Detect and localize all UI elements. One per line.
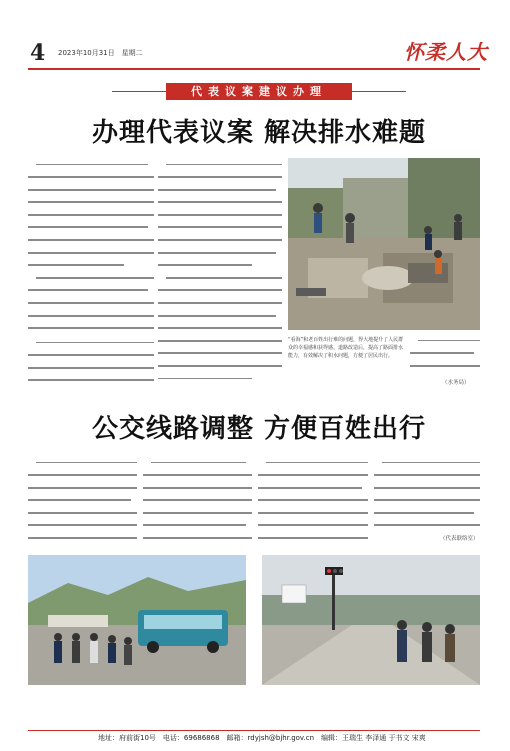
text-line	[410, 352, 480, 361]
text-line	[28, 252, 154, 261]
text-line	[258, 537, 368, 546]
article2-photo-bus	[28, 555, 246, 685]
text-line	[28, 264, 154, 273]
text-line	[28, 289, 154, 298]
drainage-works-illustration	[288, 158, 480, 330]
text-line	[158, 378, 282, 387]
article2-body-col3	[258, 458, 368, 548]
text-line	[374, 462, 480, 471]
text-line	[28, 367, 154, 376]
text-line	[28, 499, 137, 508]
text-line	[158, 176, 282, 185]
text-line	[28, 214, 154, 223]
article1-body-col1	[28, 160, 154, 335]
text-line	[158, 352, 282, 361]
traffic-light-illustration	[262, 555, 480, 685]
text-line	[158, 164, 282, 173]
text-line	[28, 277, 154, 286]
article1-body-col1-cont	[28, 338, 154, 390]
text-line	[374, 524, 480, 528]
article1-author: （水务局）	[442, 380, 470, 386]
text-line	[158, 302, 282, 311]
text-line	[28, 201, 154, 210]
text-line	[374, 474, 480, 483]
article2-body-col2	[143, 458, 252, 548]
bus-station-illustration	[28, 555, 246, 685]
text-line	[28, 226, 154, 235]
banner-rule-left	[112, 91, 166, 92]
text-line	[28, 524, 137, 533]
text-line	[28, 342, 154, 351]
text-line	[28, 537, 137, 546]
text-line	[143, 524, 252, 533]
newspaper-brand: 怀柔人大	[404, 40, 488, 64]
text-line	[143, 512, 252, 521]
text-line	[28, 315, 154, 324]
text-line	[158, 289, 282, 298]
text-line	[158, 214, 282, 223]
text-line	[258, 474, 368, 483]
text-line	[158, 226, 282, 235]
text-line	[28, 354, 154, 363]
text-line	[374, 512, 480, 521]
banner-rule-right	[352, 91, 406, 92]
text-line	[28, 474, 137, 483]
article2-photo-intersection	[262, 555, 480, 685]
article1-body-col2	[158, 160, 282, 390]
article2-body-col1	[28, 458, 137, 548]
header-rule	[28, 68, 480, 70]
text-line	[28, 487, 137, 496]
issue-date: 2023年10月31日 星期二	[58, 49, 143, 57]
text-line	[158, 327, 282, 336]
page-footer: 地址：府前街10号 电话：69686868 邮箱：rdyjsh@bjhr.gov.cn 编辑：王瑞生 李泽通 于书文 宋爽	[98, 734, 426, 742]
text-line	[143, 537, 252, 546]
text-line	[143, 462, 252, 471]
text-line	[158, 315, 282, 324]
article2-body-col4	[374, 458, 480, 528]
article2-author: （代表联络室）	[440, 536, 479, 542]
article1-headline: 办理代表议案 解决排水难题	[92, 118, 427, 148]
text-line	[374, 499, 480, 508]
text-line	[28, 164, 154, 173]
text-line	[28, 327, 154, 335]
text-line	[28, 189, 154, 198]
text-line	[258, 487, 368, 496]
text-line	[410, 365, 480, 372]
article2-headline: 公交线路调整 方便百姓出行	[92, 414, 427, 444]
text-line	[143, 487, 252, 496]
section-banner: 代表议案建议办理	[166, 83, 352, 100]
footer-rule	[28, 730, 480, 731]
text-line	[158, 277, 282, 286]
article1-photo-caption: “看海”和老百姓出行难的问题，得大地提升了人民群众的幸福感和获得感。道路改造后，提高了路面排水能力，有效解决了积水问题，方便了居民出行。	[288, 337, 404, 359]
text-line	[28, 379, 154, 388]
text-line	[143, 474, 252, 483]
text-line	[28, 239, 154, 248]
text-line	[410, 340, 480, 349]
text-line	[143, 499, 252, 508]
article1-photo	[288, 158, 480, 330]
text-line	[158, 201, 282, 210]
text-line	[28, 176, 154, 185]
text-line	[28, 462, 137, 471]
article1-caption-col2	[410, 336, 480, 372]
text-line	[258, 512, 368, 521]
text-line	[158, 264, 282, 273]
text-line	[158, 340, 282, 349]
text-line	[258, 499, 368, 508]
text-line	[158, 365, 282, 374]
text-line	[158, 252, 282, 261]
text-line	[258, 524, 368, 533]
text-line	[158, 239, 282, 248]
text-line	[28, 512, 137, 521]
page-number: 4	[30, 40, 46, 66]
text-line	[28, 302, 154, 311]
text-line	[374, 487, 480, 496]
text-line	[158, 189, 282, 198]
text-line	[258, 462, 368, 471]
